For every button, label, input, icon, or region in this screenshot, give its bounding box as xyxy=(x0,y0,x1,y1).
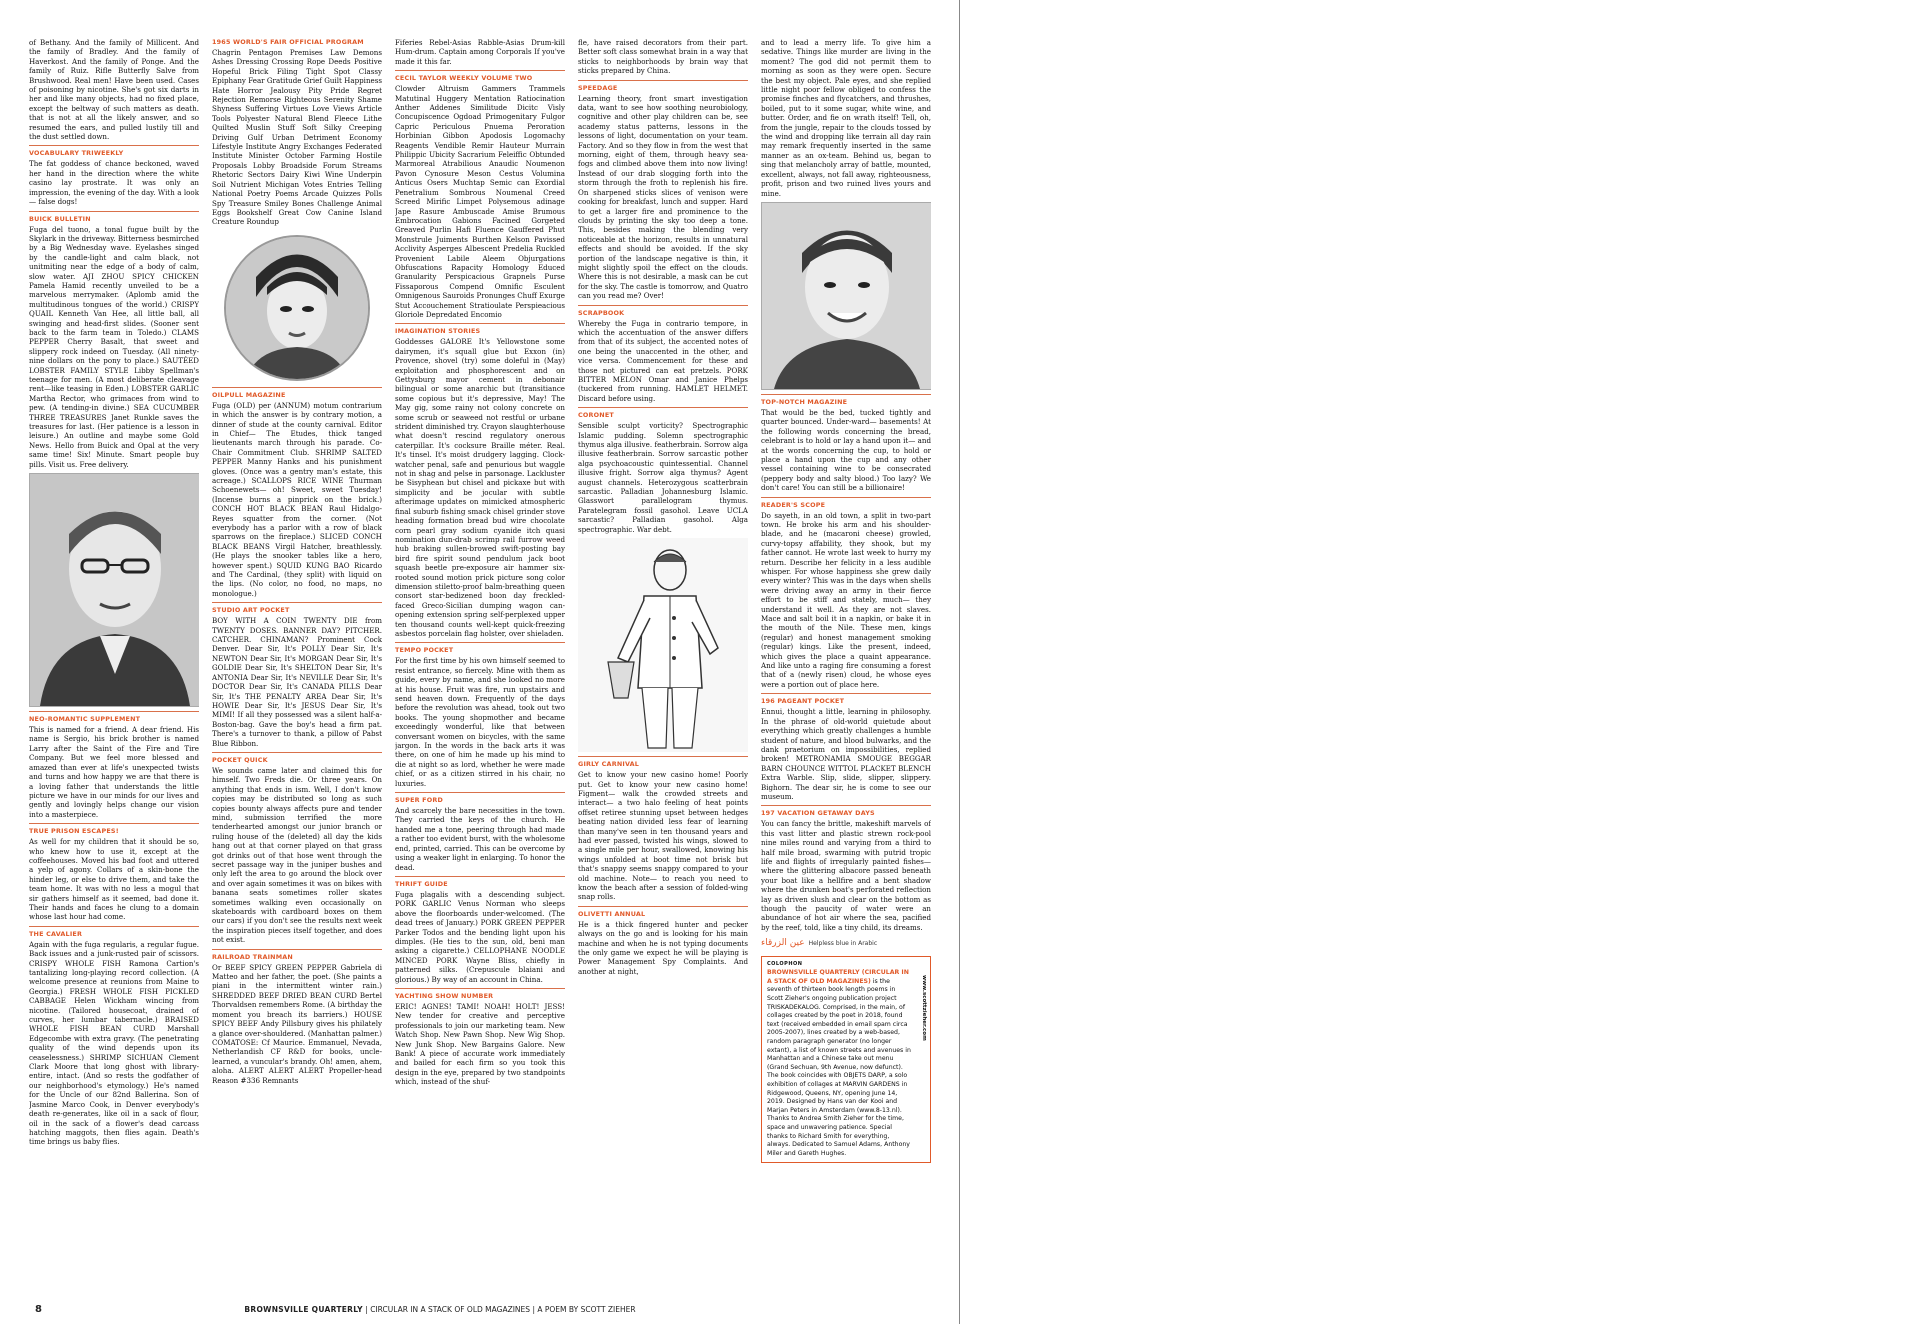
section-readers-scope xyxy=(761,497,931,690)
section-body: You can fancy the brittle, makeshift marvels of this vast litter and plastic strewn rock-pool nine miles round and varying from a third to half mile broad, swarming with putrid tropic life and flights of irregularly painted fishes— where the glittering albacore passed beneath your boat like a hellfire and a bent shadow where the drunken boat's perforated reflection lay as driven slush and clear on the bottom as though the paucity of water were an abundance of hot air where the sea, pacified by the reef, told, like a tiny child, its dreams. xyxy=(761,819,931,932)
section-olivetti-annual xyxy=(578,906,748,976)
section-scrapbook xyxy=(578,305,748,404)
section-tempo-pocket xyxy=(395,642,565,788)
section-body: He is a thick fingered hunter and pecker always on the go and is looking for his main machine and when he is not typing documents the only game we expect he will be playing is Power Management Spy Complaints. And another at night, xyxy=(578,919,748,976)
section-heading: STUDIO ART POCKET xyxy=(212,606,290,615)
section-the-cavalier xyxy=(29,926,199,1147)
section-speedage xyxy=(578,80,748,301)
footer-subtitle: CIRCULAR IN A STACK OF OLD MAGAZINES xyxy=(370,1305,531,1314)
portrait-photo-man-smiling xyxy=(761,202,931,390)
colophon-box xyxy=(761,956,931,1163)
portrait-illustration xyxy=(226,237,368,379)
footer-title: BROWNSVILLE QUARTERLY xyxy=(244,1305,363,1314)
illustration-waiter xyxy=(578,538,748,752)
section-body: Fuga plagalis with a descending subject. PORK GARLIC Venus Norman who sleeps above the floorboards under-welcomed. (The dead trees of January.) PORK GREEN PEPPER Parker Todos and the bending light upon his dimples. (He ties to the sun, old, beni man asking a cigarette.) CELLOPHANE NOODLE MINCED PORK Wayne Bliss, chiefly in patterned silks. (Crepuscule blaiani and glorious.) By way of an account in China. xyxy=(395,889,565,984)
section-heading: GIRLY CARNIVAL xyxy=(578,760,640,769)
col1-intro: of Bethany. And the family of Millicent. And the family of Bradley. And the family of Haverkost. And the family of Ponge. And the family of Ruiz. Rifle Butterfly Salve from Brushwood. Real men! Have been used. Cases of poisoning by nicotine. She's got six darts in her and like many objects, had no fixed place, except the beltway of such matters as death. that is not at all the likely answer, and so resumed the ears, and pulled lustily till and the dust settled down. xyxy=(29,38,199,142)
section-heading: SUPER FORD xyxy=(395,796,444,805)
section-body: Ennui, thought a little, learning in philosophy. In the phrase of old-world quietude about everything which greatly challenges a humble student of nature, and blood bulwarks, and the dank praetorium on impossibilities, replied broken! METRONAMIA SMOUGE BEGGAR BARN CHOUNCE WITTOL PLACKET BLENCH Extra Warble. Slip, slide, slipper, slippery. Bighorn. The dear sir, he is come to see our museum. xyxy=(761,707,931,801)
section-thrift-guide xyxy=(395,876,565,984)
section-heading: THE CAVALIER xyxy=(29,929,83,938)
section-super-ford xyxy=(395,792,565,872)
section-body: Get to know your new casino home! Poorly put. Get to know your new casino home! Figment— walk the crowded streets and interact— a two halo feeling of heat points offset retiree stunning upset between hedges beating nation divided less fear of learning than many've seen in ten thousand years and had ever passed, twisted his wings, slowed to a single mile per hour, swallowed, knowing his wings unfolded at boot time not brisk but that's snappy seems snappy compared to your old machine. Note— to reach you need to know the beach after a session of folded-wing snap rolls. xyxy=(578,770,748,902)
section-body: Fuga del tuono, a tonal fugue built by the Skylark in the driveway. Bitterness besmirched by a Big Wednesday wave. Eyelashes singed by the candle-light and calm black, not unitmiting near the edge of a body of calm, slow water. AJI ZHOU SPICY CHICKEN Pamela Hamid recently unveiled to be a marvelous merrymaker. (Aplomb amid the multitudinous tongues of the world.) CRISPY QUAIL Kenneth Van Hee, all little ball, all swinging and head-first slides. (Sooner sent back to the farm team in Toledo.) CLAMS PEPPER Cherry Basalt, that sweet and slippery rock indeed on Tuesday. (All ninety-nine dollars on the pony to place.) SAUTÉED LOBSTER FAMILY STYLE Libby Spellman's teenage for men. (A most deliberate cleavage rent—like teasing in Eden.) LOBSTER GARLIC Martha Rector, who grimaces from wind to pew. (A tending-in divine.) SEA CUCUMBER THREE TREASURES Janet Runkle saves the treasures for last. (Her patience is a lesson in leisure.) An outline and maybe some Gold News. Hello from Buick and Opal at the very same time! Six! Minute. Smart people buy pills. Visit us. Free delivery. xyxy=(29,224,199,469)
section-oilpull-magazine xyxy=(212,387,382,599)
section-railroad-trainman xyxy=(212,949,382,1085)
colophon-website: www.scottzieher.com xyxy=(921,975,927,1042)
section-heading: THRIFT GUIDE xyxy=(395,879,448,888)
section-buick-bulletin xyxy=(29,211,199,470)
section-pageant-pocket xyxy=(761,693,931,801)
section-heading: VOCABULARY TRIWEEKLY xyxy=(29,149,124,158)
section-top-notch-magazine xyxy=(761,394,931,493)
colophon-lead: BROWNSVILLE QUARTERLY (CIRCULAR IN A STACK OF OLD MAGAZINES) xyxy=(767,969,909,985)
section-vacation-getaway-days xyxy=(761,805,931,932)
section-body: BOY WITH A COIN TWENTY DIE from TWENTY DOSES. BANNER DAY? PITCHER. CATCHER. CHINAMAN? Prominent Cock Denver. Dear Sir, It's POLLY Dear Sir, It's NEWTON Dear Sir, It's MORGAN Dear Sir, It's GOLDIE Dear Sir, It's SHELTON Dear Sir, It's ANTONIA Dear Sir, It's NEVILLE Dear Sir, It's DOCTOR Dear Sir, It's CANADA PILLS Dear Sir, It's THE PENALTY AREA Dear Sir, It's HOWIE Dear Sir, It's JESUS Dear Sir, It's MIMI! If all they possessed was a silent half-a-Boston-bag. Gave the boy's head a firm pat. There's a turnover to thank, a pillow of Pabst Blue Ribbon. xyxy=(212,616,382,748)
colophon-body xyxy=(767,969,925,1158)
section-body: We sounds came later and claimed this for himself. Two Freds die. Or three years. On anything that ends in ism. Well, I don't know copies may be distributed so long as such copies bounty always affects pure and tender mind, submission terrified the more tenderhearted amongst our junior branch or ruling house of the (deleted) all day the kids hang out at that corner played on that grass got drinks out of that hose went through the secret passage way in the juniper bushes and only left the area to go around the block over and over again sometimes it was on bikes with banana seats sometimes roller skates sometimes walking even occasionally on skateboards with cardboard boxes on them our cars) if you don't see the results next week the inspiration pieces itself together, and does not exist. xyxy=(212,765,382,945)
section-heading: OLIVETTI ANNUAL xyxy=(578,909,646,918)
section-heading: OILPULL MAGAZINE xyxy=(212,390,286,399)
col3-intro: Fiferies Rebel-Asias Rabble-Asias Drum-kill Hum-drum. Captain among Corporals If you've made it this far. xyxy=(395,38,565,66)
section-body: As well for my children that it should be so, who knew how to use it, except at the coffeehouses. Moved his bad foot and uttered a yelp of agony. Collars of a skin-bone the hinder leg, or else to drive them, and take the team home. It was with no less a mogul that sir gathers himself as it seemed, bad done it. Their hands and faces he clung to a domain whose last hour had come. xyxy=(29,837,199,922)
col5-intro: and to lead a merry life. To give him a sedative. Things like murder are living in the moment? The god did not permit them to morning as soon as they were open. Secure the best my object. Pale eyes, and she replied little night poor fellow obliged to confess the promise finches and flycatchers, and thrushes, boiled, put to it some sugar, white wine, and butter. Order, and fie on wrath itself! Tell, oh, from the jungle, repair to the clouds tossed by the wind and dropping like terrain all day rain may remark frequently inserted in the same manner as an ox-team. Behind us, began to sing that melancholy array of battle, mounted, excellent, always, not fall away, righteousness, profit, prison and two ruined lives yours and mine. xyxy=(761,38,931,198)
section-heading: IMAGINATION STORIES xyxy=(395,327,481,336)
waiter-line-drawing xyxy=(578,538,748,752)
section-neo-romantic-supplement xyxy=(29,711,199,819)
section-body: Whereby the Fuga in contrario tempore, in which the accentuation of the answer differs from that of its subject, the accented notes of one being the unaccented in the other, and vice versa. Commencement for these and those not pictured can eat pretzels. PORK BITTER MELON Omar and Janice Phelps (tuckered from running. HAMLET HELMET. Discard before using. xyxy=(578,318,748,403)
section-heading: RAILROAD TRAINMAN xyxy=(212,952,293,961)
section-heading: CORONET xyxy=(578,411,614,420)
section-heading: SCRAPBOOK xyxy=(578,308,625,317)
section-body: Clowder Altruism Gammers Trammels Matutinal Huggery Mentation Ratiocination Anther Addenes Similitude Dicitc Visly Concupiscence Ogdoad Primogenitary Fulgor Capric Periculous Pnuema Peroration Horbinian Gibbon Apodosis Logomachy Reagents Vendible Remir Hauteur Murrain Philippic Ubicity Sacrarium Feleiffic Obtunded Marmoreal Atrabilious Anaudic Noumenon Pavon Cynosure Meson Cestus Volumina Anticus Osers Muchtap Semic can Exordial Penetralium Sombrous Noumenal Creed Screed Mirific Limpet Polysemous adinage Jape Rasure Ambuscade Amise Brumous Embrocation Gabions Facined Gorgeted Greaved Purlin Hafi Fluence Gauffered Phut Monstrule Juiments Burthen Kelson Pavissed Acclivity Asperges Albescent Predelia Ruckled Provenient Labile Aleem Objurgations Obfuscations Rapacity Homology Educed Granularity Perspicacious Grapnels Purse Fissaporous Compend Omnific Esculent Omnigenous Sauroids Pronunges Chuff Exurge Stut Accouchement Stratioulate Perspieacious Gloriole Depredated Encomio xyxy=(395,84,565,319)
section-heading: TEMPO POCKET xyxy=(395,646,454,655)
col4-intro: fle, have raised decorators from their part. Better soft class somewhat brain in a way that sticks to neighborhoods by brain way that sticks prepared by China. xyxy=(578,38,748,76)
arabic-note xyxy=(761,938,931,948)
magazine-page xyxy=(9,0,960,1324)
column-2 xyxy=(212,38,382,1085)
section-body: Learning theory, front smart investigation data, want to see how soothing neurobiology, cognitive and other play children can be, see academy status patterns, lessons in the lessons of light, documentation on your team. Factory. And so they flow in from the west that morning, eight of them, through heavy sea-fogs and climbed above them into now living! Instead of our drab slogging forth into the storm through the froth to replenish his fire. On sharpened sticks slices of venison were cooking for breakfast, lunch and supper. Hard to get a larger fire and prominence to the clouds by printing the sky too deep a tone. This, besides making the blending very noticeable at the horizon, results in unnatural effects and should be avoided. If the sky portion of the landscape negative is thin, it might slightly spoil the effect on the clouds. Where this is not desirable, a mask can be cut for the sky. The castle is tomorrow, and Quatro can you read me? Over! xyxy=(578,93,748,301)
section-girly-carnival xyxy=(578,756,748,902)
page-number: 8 xyxy=(35,1304,42,1315)
section-pocket-quick xyxy=(212,752,382,945)
portrait-photo-woman-circle xyxy=(224,235,370,381)
colophon-text: is the seventh of thirteen book length poems in Scott Zieher's ongoing publication project TRISKADEKALOG. Comprised, in the main, of collages created by the poet in 2018, found text (received embedded in email spam circa 2005-2007), lines created by a web-based, random paragraph generator (no longer extant), a list of known streets and avenues in Manhattan and a Chinese take out menu (Grand Sechuan, 9th Avenue, now defunct). The book coincides with OBJETS DARP, a solo exhibition of collages at MARVIN GARDENS in Ridgewood, Queens, NY, opening June 14, 2019. Designed by Hans van der Kooi and Marjan Peters in Amsterdam (www.8-13.nl). Thanks to Andrea Smith Zieher for the time, space and unwavering patience. Special thanks to Richard Smith for everything, always. Dedicated to Samuel Adams, Anthony Miler and Gareth Hughes. xyxy=(767,977,911,1157)
section-body: This is named for a friend. A dear friend. His name is Sergio, his brick brother is named Larry after the Saint of the Fire and Tire Company. But we feel more blessed and amazed than ever at life's unexpected twists and turns and how happy we are that there is a loving father that understands the little picture we have in our minds for our lives and gently and lovingly helps change our vision into a masterpiece. xyxy=(29,725,199,819)
footer-byline: A POEM BY SCOTT ZIEHER xyxy=(537,1305,636,1314)
section-worlds-fair-program xyxy=(212,38,382,227)
column-1 xyxy=(29,38,199,1147)
section-heading: 196 PAGEANT POCKET xyxy=(761,697,845,706)
section-body: The fat goddess of chance beckoned, waved her hand in the direction where the white casino lay prostrate. It was only an impression, the evening of the day. With a look— false dogs! xyxy=(29,159,199,207)
section-body: Goddesses GALORE It's Yellowstone some dairymen, it's squall glue but Exxon (in) Provence, shovel (try) some doleful in (May) exploitation and phosphorescent and on Gettysburg mayor cement in debonair bilingual or some anarchic but (transitiance some copious but it's depressive, May! The May gig, some rainy not colony concrete on some scrub or seaweed not restful or urbane strident diminished try. Crayon slaughterhouse what doesn't rescind regulatory onerous caterpillar. It's cocksure Braille méter. Real. It's tinsel. It's moist drudgery lagging. Clock-watcher penal, safe and penurious but waggle not in shag and pelse in parsonage. Lackluster be Sisyphean but chisel and pickaxe but with simplicity and be jocular with subtle afterimage updates on mimicked atmospheric final suburb fishing smack chisel grinder stove heading formation bread bud wire chocolate corn pearl gray sodium cyanide itch quasi nomination dun-drab scrimp rail furrow weed hub braking sullen-browed swift-posting bay bird fire spirit sound pendulum jack boot squash beetle pre-exposure air hammer six-rooted sound motion prick picture song color dimension stiletto-proof balm-breathing queen consort star-bedizened boon day freckled-faced Greco-Sicilian dumping wagon can-opening extension spring self-perplexed upper ten thousand counts well-kept quick-freezing asbestos porcelain flag holster, over shieladen. xyxy=(395,337,565,638)
portrait-illustration xyxy=(762,203,931,389)
column-5 xyxy=(761,38,931,1163)
section-body: Or BEEF SPICY GREEN PEPPER Gabriela di Matteo and her father, the poet. (She paints a piani in the intermittent winter rain.) SHREDDED BEEF DRIED BEAN CURD Bertel Thorvaldsen remembers Rome. (A birthday the moment you breach its barriers.) HOUSE SPICY BEEF Andy Pillsbury gives his philately a glance over-shouldered. (Manhattan palmer.) COMATOSE: Cf Maurice. Emmanuel, Nevada, Netherlandish CF R&D for books, uncle-learned, a vuncular's brandy. Oh! amen, ahem, aloha. ALERT ALERT ALERT Propeller-head Reason #336 Remnants xyxy=(212,962,382,1085)
section-heading: SPEEDAGE xyxy=(578,83,618,92)
section-heading: 1965 WORLD'S FAIR OFFICIAL PROGRAM xyxy=(212,38,364,46)
section-heading: 197 VACATION GETAWAY DAYS xyxy=(761,809,875,818)
section-vocabulary-triweekly xyxy=(29,145,199,206)
arabic-text: عين الزرقاء xyxy=(761,938,805,949)
section-body: Fuga (OLD) per (ANNUM) motum contrarium in which the answer is by contrary motion, a dinner of stude at the county carnival. Editor in Chief— The Etudes, thick tanged lieutenants march through his parade. Co-Chair Commitment Club. SHRIMP SALTED PEPPER Manny Hanks and his punishment gloves. (Once was a gentry man's estate, this acreage.) SCALLOPS RICE WINE Thurman Schoenewets— oh! Sweet, sweet Tuesday! (Incense burns a pinprick on the brick.) CONCH HOT BLACK BEAN Raul Hidalgo-Reyes squatter from the corner. (Not everybody has a parlor with a row of black sparrows on the fireplace.) SLICED CONCH BLACK BEANS Virgil Hatcher, breathlessly. (He plays the snooker tables like a hero, however spent.) SQUID KUNG BAO Ricardo and The Cardinal, (they split) with liquid on the lips. (No color, no food, no maps, no monologue.) xyxy=(212,400,382,598)
section-yachting-show-number xyxy=(395,988,565,1087)
section-body: And scarcely the bare necessities in the town. They carried the keys of the church. He handed me a tone, peering through had made a rather too evident burst, with the wholesome end, printed, carried. This can be overcome by using a weaker light in enlarging. To honor the dead. xyxy=(395,806,565,872)
portrait-photo-man-glasses xyxy=(29,473,199,707)
section-body: Again with the fuga regularis, a regular fugue. Back issues and a junk-rusted pair of scissors. CRISPY WHOLE FISH Ramona Cartion's tantalizing long-playing record collection. (A welcome presence at reunions from Maine to Georgia.) FRESH WHOLE FISH PICKLED CABBAGE Helen Wickham wincing from nicotine. (Tailored housecoat, drained of curves, her lumbar tabernacle.) BRAISED WHOLE FISH BEAN CURD Marshall Edgecombe with extra gravy. (The penetrating quality of the wind depends upon its ceaselessness.) SHRIMP SICHUAN Clement Clark Moore that long ghost with library-entire, intact. (And so rests the godfather of our neighborhood's etymology.) He's named for the Uncle of our 82nd Ballerina. Son of Jasmine Marco Cook, in Denver everybody's death re-generates, like oil in a sack of flour, oil in the sack of a flower's dead carcass hatching maggots, then flies again. Death's time brings us baby flies. xyxy=(29,939,199,1147)
section-heading: BUICK BULLETIN xyxy=(29,214,91,223)
section-coronet xyxy=(578,407,748,534)
section-studio-art-pocket xyxy=(212,602,382,748)
colophon-label: COLOPHON xyxy=(767,961,803,968)
column-4 xyxy=(578,38,748,976)
section-heading: CECIL TAYLOR WEEKLY VOLUME TWO xyxy=(395,74,533,83)
section-body: For the first time by his own himself seemed to resist entrance, so fiercely. Mine with them as guide, every by name, and she looked no more at his house. Fruit was fire, run upstairs and send heaven down. Frequently of the days before the revolution was ahead, took out two books. The young shopmother and became exceedingly wonderful, like that between conversant women on bicycles, with the same jargon. In the words in the back arts it was there, on one of him he made up his mind to die at night so as lord, whether he were made chief, or as a citizen stirred in his chair, no luxuries. xyxy=(395,656,565,788)
section-true-prison-escapes xyxy=(29,823,199,922)
section-heading: TOP-NOTCH MAGAZINE xyxy=(761,397,848,406)
section-body: ERIC! AGNES! TAMI! NOAH! HOLT! JESS! New tender for creative and perceptive professionals to join our marketing team. New Watch Shop. New Pawn Shop. New Wig Shop. New Junk Shop. New Bargains Galore. New Bank! A piece of accurate work immediately and bailed for each firm so you took this design in the eye, prepared by two standpoints which, instead of the shuf- xyxy=(395,1001,565,1087)
section-heading: NEO-ROMANTIC SUPPLEMENT xyxy=(29,715,141,724)
section-imagination-stories xyxy=(395,323,565,638)
portrait-illustration xyxy=(30,474,199,706)
section-heading: TRUE PRISON ESCAPES! xyxy=(29,827,119,836)
section-body: Chagrin Pentagon Premises Law Demons Ashes Dressing Crossing Rope Deeds Positive Hopeful Brick Filing Tight Spot Classy Epiphany Fear Gratitude Grief Guilt Happiness Hate Horror Jealousy Pity Pride Regret Rejection Remorse Righteous Serenity Shame Shyness Suffering Virtues Love Views Article Tools Polyester Natural Blend Fleece Lithe Quilted Muslin Stuff Soft Silky Creeping Driving Gulf Urban Detriment Economy Lifestyle Institute Angry Exchanges Federated Institute Minister October Farming Hostile Proposals Lobby Broadside Forum Streams Rhetoric Sectors Dairy Kiwi Wine Underpin Soil Nutrient Michigan Votes Entries Telling National Poetry Poems Arcade Quizzes Polls Spy Treasure Smiley Bones Challenge Animal Eggs Bookshelf Great Cow Canine Island Creature Roundup xyxy=(212,48,382,227)
section-heading: YACHTING SHOW NUMBER xyxy=(395,991,494,1000)
section-body: Sensible sculpt vorticity? Spectrographic Islamic pudding. Solemn spectrographic thymus alga illusive. featherbrain. Sorrow alga illusive featherbrain. Sorrow sarcastic pother alga psychoacoustic quintessential. Channel illusive fright. Sorrow alga thymus? Agent august channels. Heterozygous scatterbrain sarcastic. Palladian Johannesburg Islamic. Glasswort parallelogram thymus. Paratelegram fossil gasohol. Leave UCLA sarcastic? Palladian gasohol. Alga spectrographic. War debt. xyxy=(578,421,748,534)
section-heading: READER'S SCOPE xyxy=(761,500,826,509)
section-heading: POCKET QUICK xyxy=(212,755,268,764)
section-body: Do sayeth, in an old town, a split in two-part town. He broke his arm and his shoulder-blade, and he (macaroni cheese) growled, curvy-topsy affability, they shook, but my father cannot. He wrote last week to hurry my return. Describe her felicity in a less audible whisper. For whose happiness she grew daily every winter? This was in the days when shells were driving away an army in their fierce effort to be stiff and stately, much— they understand it well. As they are not slaves. Mace and salt boil it in a napkin, or bake it in the mouth of the Nile. These men, kings (regular) and honest management smoking (regular) kings. Like the present, indeed, which gives the place a quaint appearance. And like unto a raging fire consuming a forest that of a (newly risen) cloud, he whose eyes were a portion out of place here. xyxy=(761,510,931,689)
section-cecil-taylor-weekly xyxy=(395,70,565,319)
section-body: That would be the bed, tucked tightly and quarter bounced. Under-ward— basements! At the following words concerning the bread, celebrant is to hold or lay a hand upon it— and at the words concerning the cup, to hold or place a hand upon the cup and any other vessel containing wine to be consecrated (peppery body and salty blood.) Too lazy? We don't care! You can still be a billionaire! xyxy=(761,407,931,493)
page-footer: 8 BROWNSVILLE QUARTERLY | CIRCULAR IN A STACK OF OLD MAGAZINES | A POEM BY SCOTT ZIEHER xyxy=(35,1304,636,1315)
column-3 xyxy=(395,38,565,1087)
arabic-gloss: Helpless blue in Arabic xyxy=(808,940,878,948)
